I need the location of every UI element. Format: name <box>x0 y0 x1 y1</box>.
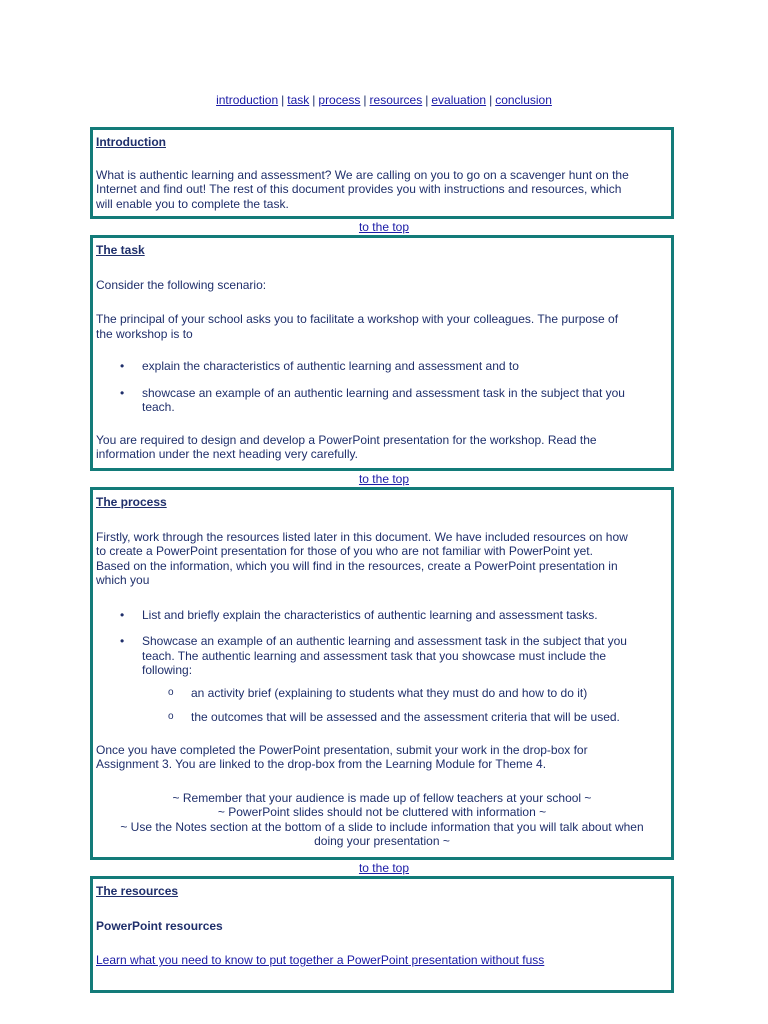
task-bullet-list <box>96 359 668 415</box>
nav-link-evaluation[interactable]: evaluation <box>431 93 487 107</box>
circle-bullet-icon: o <box>168 686 174 698</box>
text-line: Once you have completed the PowerPoint presentation, submit your work in the drop-box for <box>96 742 588 757</box>
task-scenario: Consider the following scenario: <box>96 277 267 292</box>
text-line: ~ Use the Notes section at the bottom of a slide to include information that you will talk about when <box>120 819 644 834</box>
nav-link-introduction[interactable]: introduction <box>216 93 279 107</box>
text-line: will enable you to complete the task. <box>96 196 289 211</box>
process-intro <box>96 530 668 588</box>
nav-separator: | <box>363 93 367 107</box>
resources-subheading: PowerPoint resources <box>96 918 223 933</box>
text-line: List and briefly explain the characteristics of authentic learning and assessment tasks. <box>142 607 598 622</box>
text-line: Based on the information, which you will find in the resources, create a PowerPoint presentation in <box>96 558 618 573</box>
circle-bullet-icon: o <box>168 711 174 722</box>
nav-separator: | <box>489 93 493 107</box>
nav-link-resources[interactable]: resources <box>369 93 423 107</box>
text-line: which you <box>96 573 150 587</box>
powerpoint-resource-link[interactable]: Learn what you need to know to put together a PowerPoint presentation without fuss <box>96 953 545 967</box>
process-section <box>90 487 674 860</box>
text-line: Internet and find out! The rest of this document provides you with instructions and resources, which <box>96 182 622 196</box>
to-top-link[interactable]: to the top <box>358 472 410 486</box>
text-line: the outcomes that will be assessed and the assessment criteria that will be used. <box>191 710 620 724</box>
process-bullet-list <box>96 608 668 678</box>
introduction-section <box>90 127 674 219</box>
text-line: The principal of your school asks you to facilitate a workshop with your colleagues. The purpose of <box>96 312 619 326</box>
list-item <box>96 634 668 678</box>
text-line: to create a PowerPoint presentation for those of you who are not familiar with PowerPoint yet. <box>96 544 593 558</box>
text-line: Showcase an example of an authentic learning and assessment task in the subject that you <box>142 634 627 648</box>
text-line: following: <box>142 663 193 677</box>
bullet-icon: • <box>120 359 125 373</box>
text-line: You are required to design and develop a PowerPoint presentation for the workshop. Read the <box>96 432 597 447</box>
introduction-heading: Introduction <box>96 135 166 149</box>
text-line: teach. The authentic learning and assessment task that you showcase must include the <box>142 648 607 663</box>
text-line: ~ Remember that your audience is made up of fellow teachers at your school ~ <box>172 790 592 805</box>
bullet-icon: • <box>120 385 125 400</box>
task-section <box>90 235 674 471</box>
bullet-icon: • <box>120 607 125 622</box>
to-top-link[interactable]: to the top <box>358 861 410 875</box>
text-line: doing your presentation ~ <box>314 834 450 848</box>
text-line: ~ PowerPoint slides should not be cluttered with information ~ <box>217 805 547 819</box>
task-closing <box>96 433 668 462</box>
text-line: Assignment 3. You are linked to the drop-box from the Learning Module for Theme 4. <box>96 757 547 771</box>
process-submit-instructions <box>96 743 668 772</box>
text-line: the workshop is to <box>96 326 193 341</box>
list-item <box>96 608 668 623</box>
list-item <box>96 359 668 374</box>
nav-link-conclusion[interactable]: conclusion <box>495 93 552 107</box>
bullet-icon: • <box>120 634 125 648</box>
text-line: showcase an example of an authentic learning and assessment task in the subject that you <box>142 385 625 400</box>
text-line: Firstly, work through the resources listed later in this document. We have included resources on how <box>96 529 628 544</box>
text-line: an activity brief (explaining to students what they must do and how to do it) <box>191 685 588 700</box>
list-item <box>96 386 668 415</box>
task-intro <box>96 312 668 341</box>
list-item <box>96 686 668 701</box>
nav-separator: | <box>425 93 429 107</box>
task-heading: The task <box>96 243 145 257</box>
nav-separator: | <box>312 93 316 107</box>
resources-heading: The resources <box>96 884 179 898</box>
nav-link-task[interactable]: task <box>287 93 310 107</box>
text-line: explain the characteristics of authentic learning and assessment and to <box>142 359 519 373</box>
process-notes <box>96 791 668 849</box>
text-line: What is authentic learning and assessment? We are calling on you to go on a scavenger hunt on the <box>96 167 629 182</box>
nav-separator: | <box>281 93 285 107</box>
process-heading: The process <box>96 495 167 509</box>
introduction-text <box>96 168 668 212</box>
resources-section <box>90 876 674 993</box>
list-item <box>96 710 668 725</box>
to-top-link[interactable]: to the top <box>358 220 410 234</box>
top-navigation <box>0 93 768 108</box>
process-sub-bullet-list <box>96 686 668 725</box>
resources-link-paragraph <box>96 953 668 968</box>
nav-link-process[interactable]: process <box>318 93 361 107</box>
text-line: information under the next heading very carefully. <box>96 447 358 461</box>
text-line: teach. <box>142 400 175 414</box>
